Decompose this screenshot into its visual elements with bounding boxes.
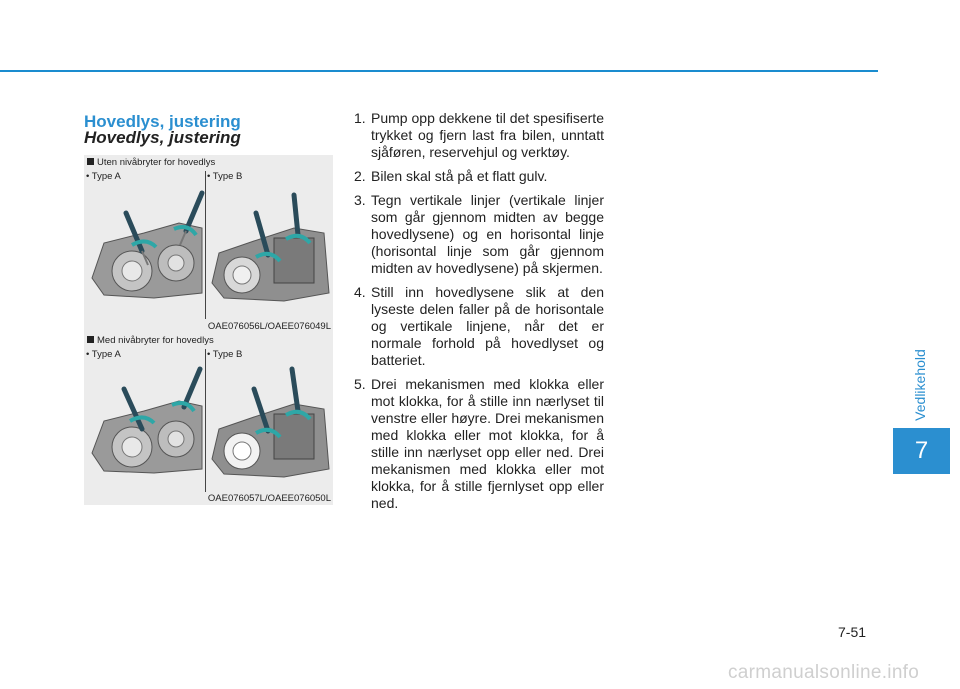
step-item: 2. Bilen skal stå på et flatt gulv. xyxy=(354,168,548,184)
headlamp-figure-with-leveling xyxy=(84,333,333,505)
figure-caption: Uten nivåbryter for hovedlys xyxy=(87,157,215,168)
headlamp-adjustment-illustration xyxy=(84,361,333,491)
step-item: 1. Pump opp dekkene til det spesifiserte trykket og fjern last fra bilen, unntatt sjåføren, reservehjul og verktøy. xyxy=(354,110,604,160)
step-item: 4. Still inn hovedlysene slik at den lyseste delen faller på de horisontale og vertikale linjene, når det er normale forhold på hovedlyset og batteriet. xyxy=(354,284,604,368)
figure-caption: Med nivåbryter for hovedlys xyxy=(87,335,214,346)
type-b-label: • Type B xyxy=(207,171,243,182)
page-number: 7-51 xyxy=(838,624,867,640)
square-bullet-icon xyxy=(87,158,94,165)
headlamp-figure-without-leveling xyxy=(84,155,333,333)
type-a-label: • Type A xyxy=(86,349,121,360)
headlamp-adjustment-illustration xyxy=(84,183,333,318)
type-a-label: • Type A xyxy=(86,171,121,182)
chapter-number-badge: 7 xyxy=(893,428,950,474)
section-heading: Hovedlys, justering xyxy=(84,112,241,131)
figure-code: OAE076056L/OAEE076049L xyxy=(207,321,331,332)
headlamp-type-a-icon xyxy=(92,401,202,473)
figure-code: OAE076057L/OAEE076050L xyxy=(207,493,331,504)
type-b-label: • Type B xyxy=(207,349,243,360)
adjustment-steps-list xyxy=(354,110,604,519)
step-item: 5. Drei mekanismen med klokka eller mot klokka, for å stille inn nærlyset til venstre eller høyre. Drei mekanismen med klokka eller mot klokka, for å stille inn nærlyset opp eller ned. Drei mekanismen med klokka eller mot klokka, for å stille fjernlyset opp eller ned. xyxy=(354,376,604,511)
chapter-title: Vedlikehold xyxy=(912,349,928,421)
header-rule xyxy=(0,70,878,72)
headlamp-type-b-icon xyxy=(212,369,329,477)
headlamp-type-b-icon xyxy=(212,195,329,301)
section-subheading: Hovedlys, justering xyxy=(84,128,241,147)
square-bullet-icon xyxy=(87,336,94,343)
step-item: 3. Tegn vertikale linjer (vertikale linjer som går gjennom midten av begge hovedlysene) og en horisontal linje (horisontal linje som går gjennom midten av hovedlysene) på skjermen. xyxy=(354,192,604,276)
watermark-link[interactable]: carmanualsonline.info xyxy=(728,662,920,683)
chapter-tab-label xyxy=(880,340,960,430)
